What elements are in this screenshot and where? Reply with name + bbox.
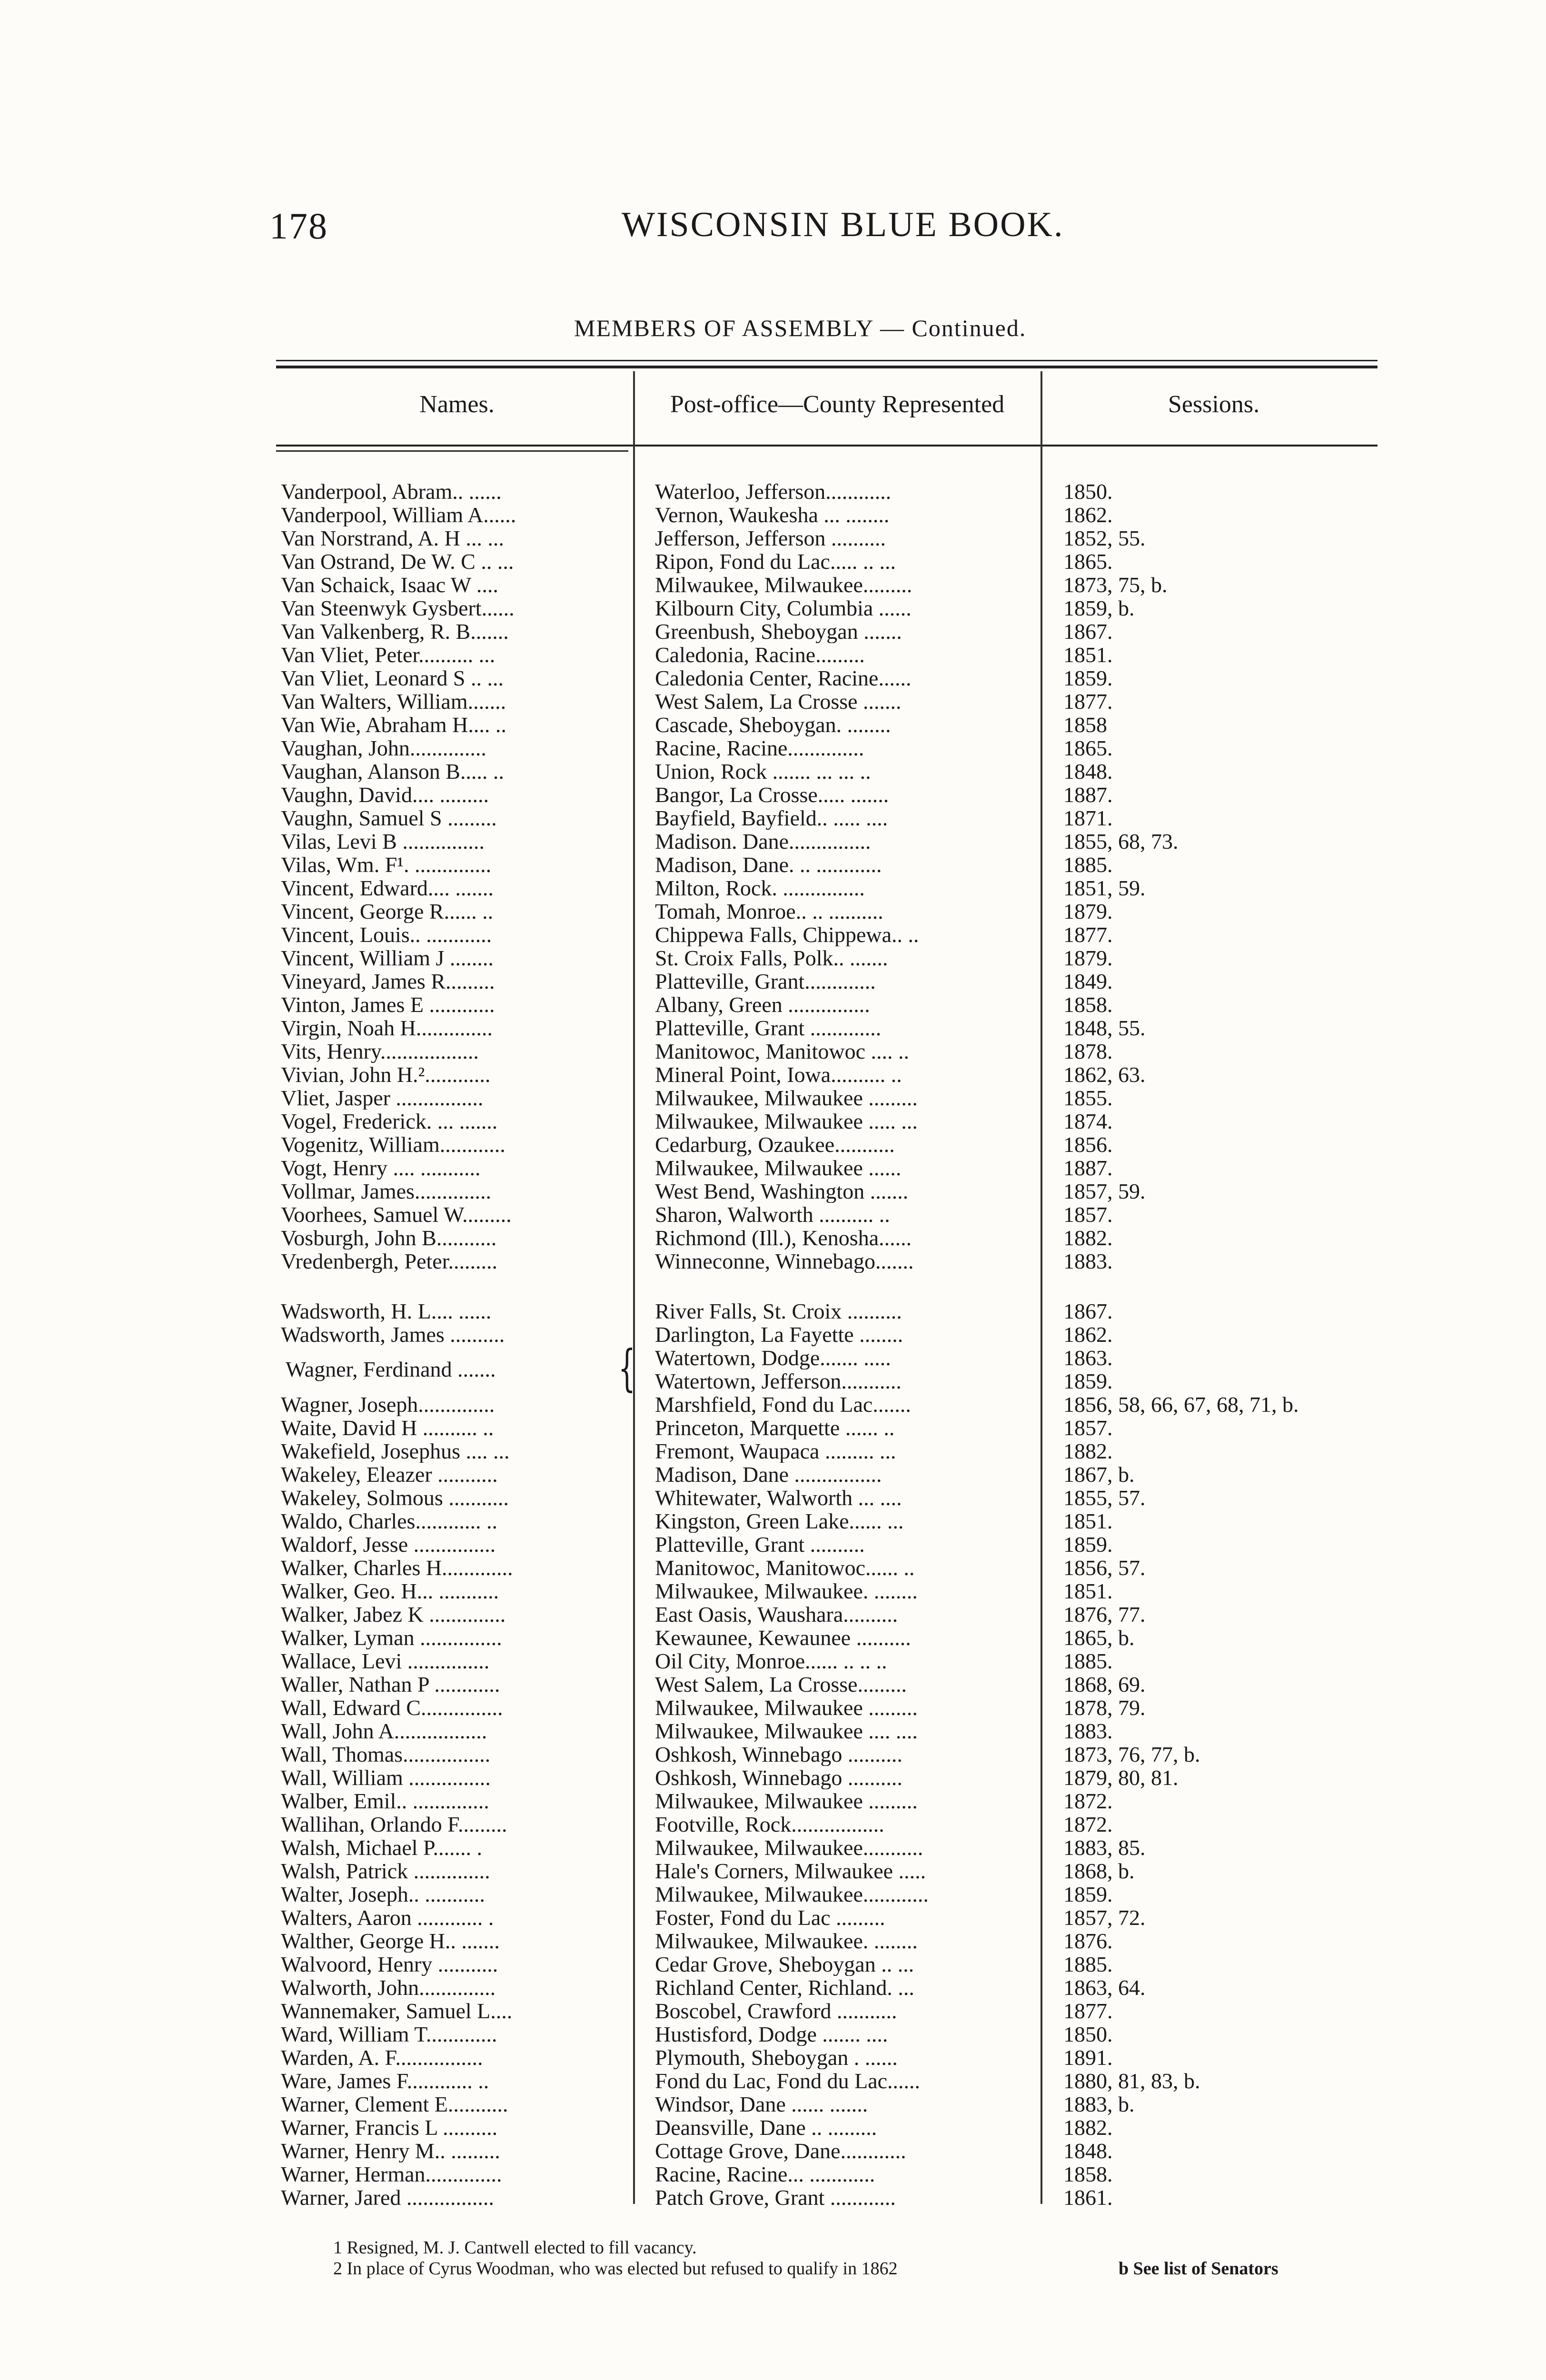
member-name: Wall, John A.................	[281, 1719, 487, 1743]
post-office-county: Watertown, Dodge....... .....	[655, 1346, 891, 1369]
section-title: MEMBERS OF ASSEMBLY — Continued.	[574, 315, 1027, 341]
member-name: Walsh, Michael P....... .	[281, 1836, 483, 1859]
sessions: 1879.	[1063, 946, 1113, 970]
member-name: Vaughn, Samuel S .........	[281, 806, 497, 830]
member-name: Voorhees, Samuel W.........	[281, 1203, 512, 1226]
post-office-county: Foster, Fond du Lac .........	[655, 1906, 885, 1929]
sessions: 1855, 57.	[1063, 1486, 1146, 1509]
sessions: 1879.	[1063, 900, 1113, 923]
post-office-county: Caledonia, Racine.........	[655, 643, 865, 666]
post-office-county: West Salem, La Crosse.........	[655, 1673, 907, 1696]
member-name: Wakeley, Solmous ...........	[281, 1486, 509, 1509]
running-title: WISCONSIN BLUE BOOK.	[622, 205, 1064, 244]
member-name: Vollmar, James..............	[281, 1180, 491, 1203]
member-name: Vanderpool, Abram.. ......	[281, 480, 502, 503]
post-office-county: West Salem, La Crosse .......	[655, 690, 902, 713]
post-office-county: Footville, Rock.................	[655, 1813, 884, 1836]
post-office-county: Oil City, Monroe...... .. .. ..	[655, 1649, 887, 1673]
sessions: 1878.	[1063, 1040, 1113, 1063]
sessions: 1848.	[1063, 760, 1113, 783]
merged-name-cell: Wagner, Ferdinand .......	[286, 1357, 496, 1381]
sessions: 1865.	[1063, 736, 1113, 760]
post-office-county: Jefferson, Jefferson ..........	[655, 526, 886, 550]
post-office-county: Richmond (Ill.), Kenosha......	[655, 1226, 912, 1250]
top-rule-thin	[276, 360, 1378, 361]
member-name: Warner, Henry M.. .........	[281, 2139, 500, 2162]
post-office-county: Fond du Lac, Fond du Lac......	[655, 2069, 921, 2092]
post-office-county: Cedar Grove, Sheboygan .. ...	[655, 1953, 914, 1976]
footnote-1: 1 Resigned, M. J. Cantwell elected to fill vacancy.	[333, 2238, 697, 2258]
top-rule-thick	[276, 366, 1378, 368]
member-name: Van Ostrand, De W. C .. ...	[281, 550, 514, 573]
sessions: 1871.	[1063, 806, 1113, 830]
member-name: Van Norstrand, A. H ... ...	[281, 526, 504, 550]
member-name: Van Steenwyk Gysbert......	[281, 596, 515, 620]
post-office-county: Milwaukee, Milwaukee. ........	[655, 1579, 918, 1603]
post-office-county: Milton, Rock. ...............	[655, 876, 865, 900]
post-office-county: Winneconne, Winnebago.......	[655, 1250, 914, 1273]
sessions: 1867.	[1063, 620, 1113, 643]
sessions: 1859.	[1063, 1883, 1113, 1906]
sessions: 1859.	[1063, 1533, 1113, 1556]
member-name: Wall, Thomas................	[281, 1743, 491, 1766]
column-header-names: Names.	[419, 391, 495, 418]
sessions: 1885.	[1063, 1649, 1113, 1673]
sessions: 1851.	[1063, 1579, 1113, 1603]
sessions: 1862.	[1063, 503, 1113, 526]
member-name: Waldo, Charles............ ..	[281, 1509, 497, 1533]
member-name: Wallihan, Orlando F.........	[281, 1813, 507, 1836]
sessions: 1872.	[1063, 1789, 1113, 1813]
sessions: 1876, 77.	[1063, 1603, 1146, 1626]
post-office-county: Madison, Dane ................	[655, 1463, 882, 1486]
member-name: Wakeley, Eleazer ...........	[281, 1463, 498, 1486]
post-office-county: Milwaukee, Milwaukee...........	[655, 1836, 923, 1859]
member-name: Warden, A. F................	[281, 2046, 483, 2069]
sessions: 1857, 72.	[1063, 1906, 1146, 1929]
member-name: Vaughan, John..............	[281, 736, 486, 760]
member-name: Waite, David H .......... ..	[281, 1416, 494, 1439]
sessions: 1857.	[1063, 1203, 1113, 1226]
member-name: Vincent, George R...... ..	[281, 900, 494, 923]
member-name: Vilas, Wm. F¹. ..............	[281, 853, 492, 876]
member-name: Walsh, Patrick ..............	[281, 1859, 490, 1883]
post-office-county: Madison, Dane. .. ............	[655, 853, 882, 876]
sessions: 1883.	[1063, 1719, 1113, 1743]
post-office-county: Hustisford, Dodge ....... ....	[655, 2023, 888, 2046]
post-office-county: Platteville, Grant .............	[655, 1016, 882, 1040]
member-name: Vredenbergh, Peter.........	[281, 1250, 497, 1273]
footnote-b: b See list of Senators	[1119, 2259, 1278, 2279]
sessions: 1882.	[1063, 2116, 1113, 2139]
sessions: 1882.	[1063, 1439, 1113, 1463]
post-office-county: Vernon, Waukesha ... ........	[655, 503, 890, 526]
member-name: Walters, Aaron ............ .	[281, 1906, 494, 1929]
member-name: Walther, George H.. .......	[281, 1929, 500, 1953]
sessions: 1887.	[1063, 783, 1113, 806]
sessions: 1856, 57.	[1063, 1556, 1146, 1579]
member-name: Wall, William ...............	[281, 1766, 491, 1789]
member-name: Walker, Lyman ...............	[281, 1626, 502, 1649]
member-name: Wadsworth, James ..........	[281, 1323, 505, 1346]
sessions: 1883.	[1063, 1250, 1113, 1273]
post-office-county: Cottage Grove, Dane............	[655, 2139, 906, 2162]
member-name: Virgin, Noah H..............	[281, 1016, 493, 1040]
post-office-county: Mineral Point, Iowa.......... ..	[655, 1063, 902, 1086]
post-office-county: Milwaukee, Milwaukee .........	[655, 1696, 918, 1719]
post-office-county: Milwaukee, Milwaukee .........	[655, 1086, 918, 1110]
column-header-sessions: Sessions.	[1168, 391, 1260, 418]
post-office-county: Manitowoc, Manitowoc .... ..	[655, 1040, 910, 1063]
sessions: 1859.	[1063, 1369, 1113, 1393]
post-office-county: Racine, Racine... ............	[655, 2162, 875, 2186]
member-name: Ware, James F............ ..	[281, 2069, 489, 2092]
post-office-county: Milwaukee, Milwaukee ..... ...	[655, 1110, 918, 1133]
sessions: 1858.	[1063, 2162, 1113, 2186]
sessions: 1851.	[1063, 643, 1113, 666]
sessions: 1868, b.	[1063, 1859, 1135, 1883]
post-office-county: Milwaukee, Milwaukee ......	[655, 1156, 902, 1180]
post-office-county: Greenbush, Sheboygan .......	[655, 620, 902, 643]
post-office-county: Waterloo, Jefferson............	[655, 480, 892, 503]
post-office-county: River Falls, St. Croix ..........	[655, 1299, 902, 1323]
sessions: 1885.	[1063, 853, 1113, 876]
sessions: 1882.	[1063, 1226, 1113, 1250]
post-office-county: Racine, Racine..............	[655, 736, 864, 760]
member-name: Waldorf, Jesse ...............	[281, 1533, 496, 1556]
post-office-county: Boscobel, Crawford ...........	[655, 1999, 897, 2023]
sessions: 1863.	[1063, 1346, 1113, 1369]
sessions: 1858	[1063, 713, 1107, 736]
post-office-county: Kingston, Green Lake...... ...	[655, 1509, 904, 1533]
sessions: 1852, 55.	[1063, 526, 1146, 550]
sessions: 1850.	[1063, 2023, 1113, 2046]
post-office-county: Ripon, Fond du Lac..... .. ...	[655, 550, 896, 573]
post-office-county: Oshkosh, Winnebago ..........	[655, 1766, 902, 1789]
sessions: 1880, 81, 83, b.	[1063, 2069, 1200, 2092]
column-divider-1	[633, 371, 635, 2204]
member-name: Vanderpool, William A......	[281, 503, 516, 526]
sessions: 1872.	[1063, 1813, 1113, 1836]
post-office-county: Princeton, Marquette ...... ..	[655, 1416, 895, 1439]
member-name: Vliet, Jasper ................	[281, 1086, 484, 1110]
member-name: Ward, William T.............	[281, 2023, 497, 2046]
post-office-county: Darlington, La Fayette ........	[655, 1323, 903, 1346]
merged-brace: {	[618, 1339, 636, 1397]
sessions: 1885.	[1063, 1953, 1113, 1976]
member-name: Vaughan, Alanson B..... ..	[281, 760, 504, 783]
member-name: Walker, Charles H.............	[281, 1556, 513, 1579]
sessions: 1851, 59.	[1063, 876, 1146, 900]
post-office-county: Caledonia Center, Racine......	[655, 666, 912, 690]
post-office-county: Kewaunee, Kewaunee ..........	[655, 1626, 911, 1649]
sessions: 1874.	[1063, 1110, 1113, 1133]
post-office-county: Hale's Corners, Milwaukee .....	[655, 1859, 926, 1883]
sessions: 1863, 64.	[1063, 1976, 1146, 1999]
post-office-county: Milwaukee, Milwaukee .........	[655, 1789, 918, 1813]
sessions: 1883, b.	[1063, 2092, 1135, 2116]
sessions: 1867.	[1063, 1299, 1113, 1323]
sessions: 1877.	[1063, 923, 1113, 946]
sessions: 1851.	[1063, 1509, 1113, 1533]
member-name: Wagner, Joseph..............	[281, 1393, 495, 1416]
post-office-county: Bayfield, Bayfield.. ..... ....	[655, 806, 888, 830]
member-name: Walber, Emil.. ..............	[281, 1789, 489, 1813]
sessions: 1867, b.	[1063, 1463, 1135, 1486]
sessions: 1856, 58, 66, 67, 68, 71, b.	[1063, 1393, 1299, 1416]
member-name: Walter, Joseph.. ...........	[281, 1883, 485, 1906]
sessions: 1877.	[1063, 1999, 1113, 2023]
sessions: 1873, 75, b.	[1063, 573, 1168, 596]
sessions: 1850.	[1063, 480, 1113, 503]
page-number: 178	[269, 205, 328, 247]
sessions: 1859.	[1063, 666, 1113, 690]
sessions: 1861.	[1063, 2186, 1113, 2209]
member-name: Warner, Jared ................	[281, 2186, 494, 2209]
sessions: 1857.	[1063, 1416, 1113, 1439]
member-name: Warner, Clement E...........	[281, 2092, 508, 2116]
post-office-county: Richland Center, Richland. ...	[655, 1976, 914, 1999]
member-name: Walker, Geo. H... ...........	[281, 1579, 499, 1603]
sessions: 1877.	[1063, 690, 1113, 713]
post-office-county: Cascade, Sheboygan. ........	[655, 713, 891, 736]
member-name: Wadsworth, H. L.... ......	[281, 1299, 492, 1323]
column-header-post-office: Post-office—County Represented	[670, 391, 1005, 418]
post-office-county: St. Croix Falls, Polk.. .......	[655, 946, 888, 970]
member-name: Vogenitz, William............	[281, 1133, 505, 1156]
post-office-county: Bangor, La Crosse..... .......	[655, 783, 889, 806]
post-office-county: Manitowoc, Manitowoc...... ..	[655, 1556, 915, 1579]
sessions: 1862, 63.	[1063, 1063, 1146, 1086]
post-office-county: Oshkosh, Winnebago ..........	[655, 1743, 902, 1766]
post-office-county: Milwaukee, Milwaukee. ........	[655, 1929, 918, 1953]
member-name: Wannemaker, Samuel L....	[281, 1999, 513, 2023]
member-name: Wakefield, Josephus .... ...	[281, 1439, 510, 1463]
sessions: 1876.	[1063, 1929, 1113, 1953]
member-name: Walker, Jabez K ..............	[281, 1603, 506, 1626]
sessions: 1848, 55.	[1063, 1016, 1146, 1040]
post-office-county: Milwaukee, Milwaukee .... ....	[655, 1719, 918, 1743]
sessions: 1865, b.	[1063, 1626, 1135, 1649]
member-name: Vincent, Edward.... .......	[281, 876, 494, 900]
member-name: Vilas, Levi B ...............	[281, 830, 485, 853]
sessions: 1855, 68, 73.	[1063, 830, 1179, 853]
member-name: Vits, Henry..................	[281, 1040, 479, 1063]
member-name: Vincent, William J ........	[281, 946, 494, 970]
member-name: Vogel, Frederick. ... .......	[281, 1110, 498, 1133]
post-office-county: Marshfield, Fond du Lac.......	[655, 1393, 911, 1416]
sessions: 1859, b.	[1063, 596, 1135, 620]
member-name: Walworth, John..............	[281, 1976, 496, 1999]
sessions: 1862.	[1063, 1323, 1113, 1346]
member-name: Vosburgh, John B...........	[281, 1226, 497, 1250]
post-office-county: Cedarburg, Ozaukee...........	[655, 1133, 895, 1156]
member-name: Warner, Herman..............	[281, 2162, 502, 2186]
post-office-county: Deansville, Dane .. .........	[655, 2116, 877, 2139]
sessions: 1849.	[1063, 970, 1113, 993]
member-name: Van Vliet, Leonard S .. ...	[281, 666, 504, 690]
post-office-county: Windsor, Dane ...... .......	[655, 2092, 868, 2116]
member-name: Vivian, John H.²............	[281, 1063, 491, 1086]
post-office-county: Fremont, Waupaca ......... ...	[655, 1439, 896, 1463]
sessions: 1887.	[1063, 1156, 1113, 1180]
member-name: Waller, Nathan P ............	[281, 1673, 500, 1696]
sessions: 1891.	[1063, 2046, 1113, 2069]
post-office-county: East Oasis, Waushara..........	[655, 1603, 898, 1626]
post-office-county: Tomah, Monroe.. .. ..........	[655, 900, 883, 923]
member-name: Vogt, Henry .... ...........	[281, 1156, 481, 1180]
post-office-county: Chippewa Falls, Chippewa.. ..	[655, 923, 919, 946]
sessions: 1855.	[1063, 1086, 1113, 1110]
sessions: 1879, 80, 81.	[1063, 1766, 1179, 1789]
member-name: Van Wie, Abraham H.... ..	[281, 713, 506, 736]
member-name: Van Walters, William.......	[281, 690, 506, 713]
post-office-county: Whitewater, Walworth ... ....	[655, 1486, 902, 1509]
post-office-county: Patch Grove, Grant ............	[655, 2186, 896, 2209]
column-divider-2	[1041, 371, 1042, 2204]
member-name: Vincent, Louis.. ............	[281, 923, 492, 946]
post-office-county: Milwaukee, Milwaukee............	[655, 1883, 929, 1906]
sessions: 1878, 79.	[1063, 1696, 1146, 1719]
sessions: 1856.	[1063, 1133, 1113, 1156]
member-name: Vineyard, James R.........	[281, 970, 495, 993]
member-name: Wallace, Levi ...............	[281, 1649, 490, 1673]
sessions: 1873, 76, 77, b.	[1063, 1743, 1200, 1766]
member-name: Walvoord, Henry ...........	[281, 1953, 498, 1976]
post-office-county: Platteville, Grant ..........	[655, 1533, 865, 1556]
member-name: Van Schaick, Isaac W ....	[281, 573, 498, 596]
sessions: 1858.	[1063, 993, 1113, 1016]
sessions: 1868, 69.	[1063, 1673, 1146, 1696]
post-office-county: West Bend, Washington .......	[655, 1180, 909, 1203]
sessions: 1857, 59.	[1063, 1180, 1146, 1203]
member-name: Van Valkenberg, R. B.......	[281, 620, 509, 643]
member-name: Warner, Francis L ..........	[281, 2116, 498, 2139]
post-office-county: Sharon, Walworth .......... ..	[655, 1203, 890, 1226]
member-name: Vaughn, David.... .........	[281, 783, 489, 806]
post-office-county: Madison. Dane...............	[655, 830, 871, 853]
footnote-2: 2 In place of Cyrus Woodman, who was elected but refused to qualify in 1862	[333, 2259, 898, 2279]
post-office-county: Kilbourn City, Columbia ......	[655, 596, 912, 620]
name-col-divider-rule	[276, 450, 628, 452]
post-office-county: Milwaukee, Milwaukee.........	[655, 573, 912, 596]
post-office-county: Watertown, Jefferson...........	[655, 1369, 902, 1393]
sessions: 1883, 85.	[1063, 1836, 1146, 1859]
member-name: Van Vliet, Peter.......... ...	[281, 643, 496, 666]
sessions: 1865.	[1063, 550, 1113, 573]
post-office-county: Plymouth, Sheboygan . ......	[655, 2046, 898, 2069]
sessions: 1848.	[1063, 2139, 1113, 2162]
post-office-county: Platteville, Grant.............	[655, 970, 876, 993]
post-office-county: Union, Rock ....... ... ... ..	[655, 760, 871, 783]
post-office-county: Albany, Green ...............	[655, 993, 870, 1016]
member-name: Vinton, James E ............	[281, 993, 495, 1016]
header-rule	[276, 445, 1378, 446]
member-name: Wall, Edward C...............	[281, 1696, 503, 1719]
